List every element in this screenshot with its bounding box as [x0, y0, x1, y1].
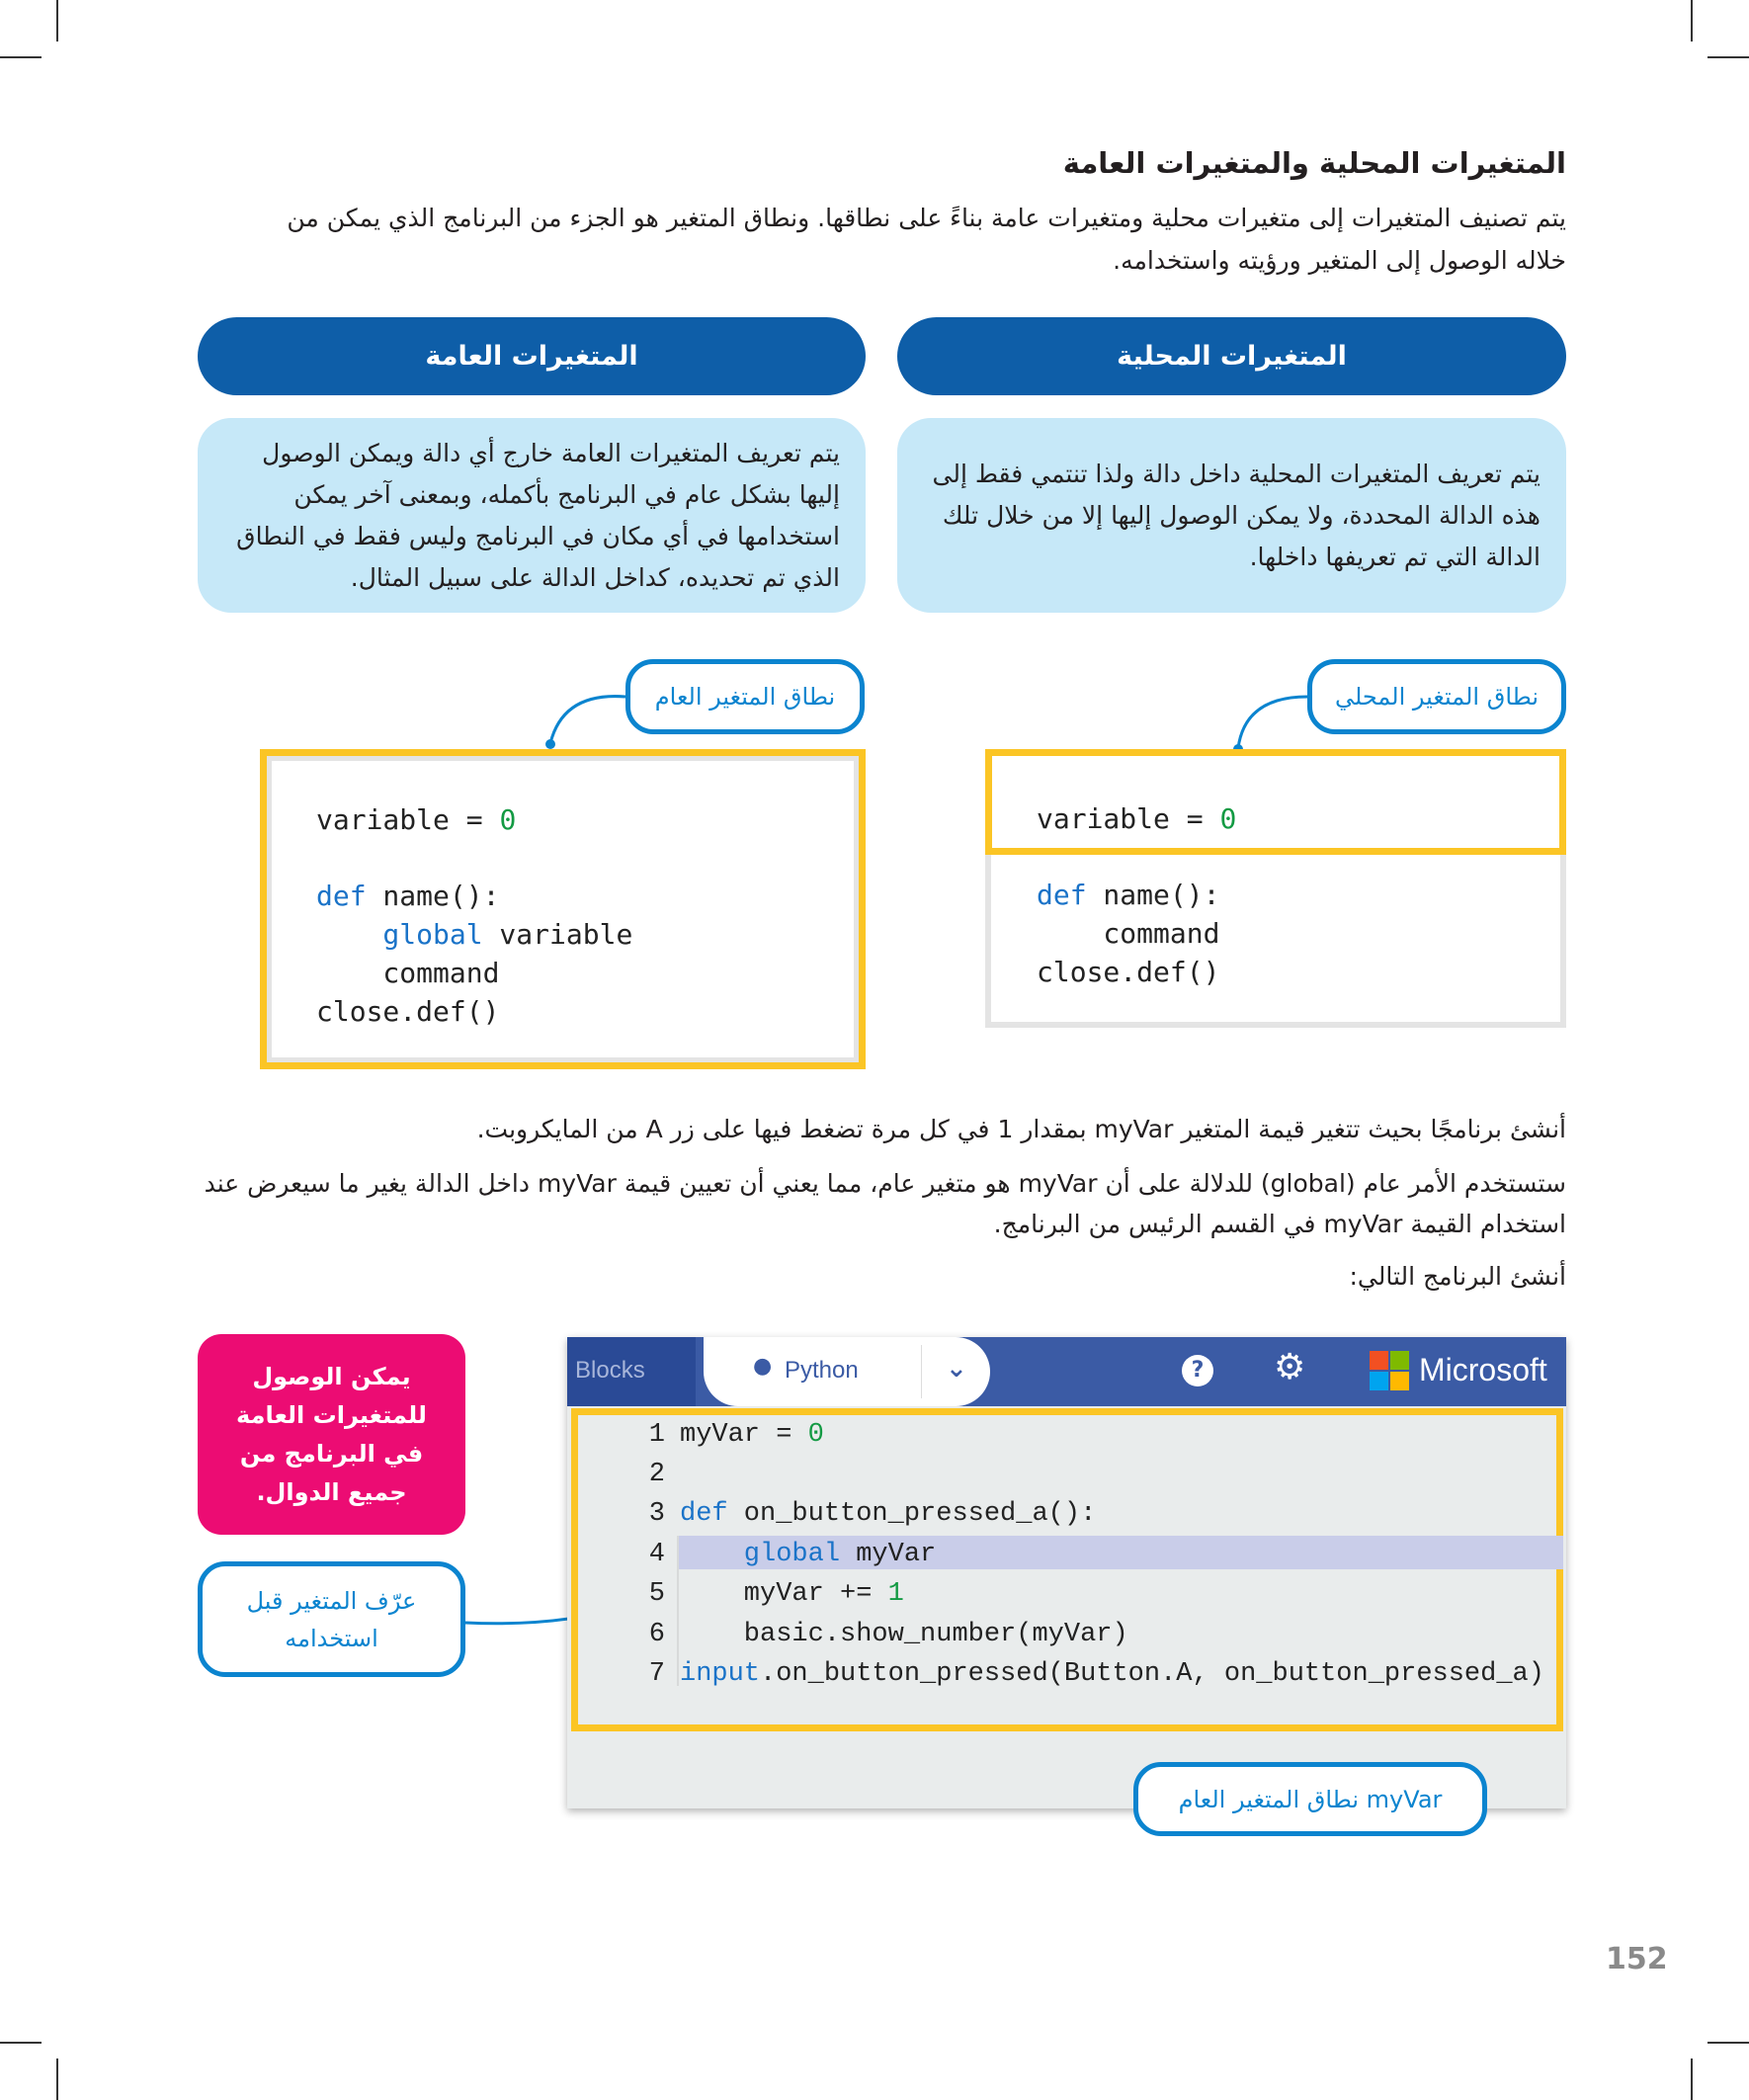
microsoft-brand: Microsoft: [1419, 1352, 1547, 1387]
global-description: يتم تعريف المتغيرات العامة خارج أي دالة ويمكن الوصول إليها بشكل عام في البرنامج بأكمله، وبمعنى آخر يمكن استخدامها في أي مكان في البرنامج وليس فقط في النطاق الذي تم تحديده، كداخل الدالة على سبيل المثال.: [236, 438, 840, 592]
local-variables-header: المتغيرات المحلية: [897, 317, 1566, 395]
myvar-scope-label: نطاق المتغير العام myVar: [1133, 1762, 1487, 1836]
chevron-down-icon[interactable]: ⌄: [946, 1354, 967, 1384]
task-line-2: ستستخدم الأمر عام (global) للدلالة على أن myVar هو متغير عام، مما يعني أن تعيين قيمة myVar داخل الدالة يغير ما سيعرض عند استخدام القيمة myVar في القسم الرئيس من البرنامج.: [204, 1169, 1566, 1238]
local-scope-label: نطاق المتغير المحلي: [1307, 659, 1566, 734]
task-line-1: أنشئ برنامجًا بحيث تتغير قيمة المتغير myVar بمقدار 1 في كل مرة تضغط فيها على زر A من المايكروبت.: [476, 1115, 1566, 1143]
global-variables-header: المتغيرات العامة: [198, 317, 866, 395]
pink-note: [198, 1334, 465, 1535]
code-area[interactable]: 1 myVar = 0 2 3 def on_button_pressed_a(): 4 global myVar 5 myVar += 1 6 basic.show_number(myVar) 7 input.on_button_pressed(Button.A, on_button_pressed_a): [571, 1408, 1563, 1731]
section-title: المتغيرات المحلية والمتغيرات العامة: [1062, 146, 1566, 180]
define-note-text: عرّف المتغير قبل استخدامه: [246, 1586, 417, 1652]
global-scope-label: نطاق المتغير العام: [625, 659, 865, 734]
python-icon: ●: [753, 1354, 773, 1379]
gear-icon[interactable]: ⚙: [1274, 1347, 1306, 1387]
intro-line-2: خلاله الوصول إلى المتغير ورؤيته واستخدامه.: [1113, 246, 1566, 275]
intro-line-1: يتم تصنيف المتغيرات إلى متغيرات محلية ومتغيرات عامة بناءً على نطاقها. ونطاق المتغير هو الجزء من البرنامج الذي يمكن من: [287, 204, 1566, 232]
help-icon[interactable]: ?: [1182, 1355, 1213, 1386]
pink-note-text: يمكن الوصول للمتغيرات العامة في البرنامج من جميع الدوال.: [236, 1362, 427, 1506]
local-description: يتم تعريف المتغيرات المحلية داخل دالة ولذا تنتمي فقط إلى هذه الدالة المحددة، ولا يمكن الوصول إليها إلا من خلال تلك الدالة التي تم تعريفها داخلها.: [932, 459, 1541, 571]
microsoft-logo-icon: [1370, 1351, 1409, 1390]
editor-toolbar: [567, 1337, 1566, 1406]
python-tab[interactable]: ● Python ⌄: [704, 1337, 990, 1406]
page-number: 152: [1606, 1942, 1668, 1976]
makecode-editor: [567, 1337, 1566, 1808]
task-line-3: أنشئ البرنامج التالي:: [1349, 1262, 1566, 1291]
local-code-box: variable = 0 def name(): command close.def(): [985, 749, 1566, 1028]
global-code-box: variable = 0 def name(): global variable command close.def(): [260, 749, 866, 1069]
code-line: 1 myVar = 0: [648, 1420, 824, 1450]
define-note: [198, 1561, 465, 1677]
blocks-tab[interactable]: Blocks: [575, 1357, 645, 1384]
